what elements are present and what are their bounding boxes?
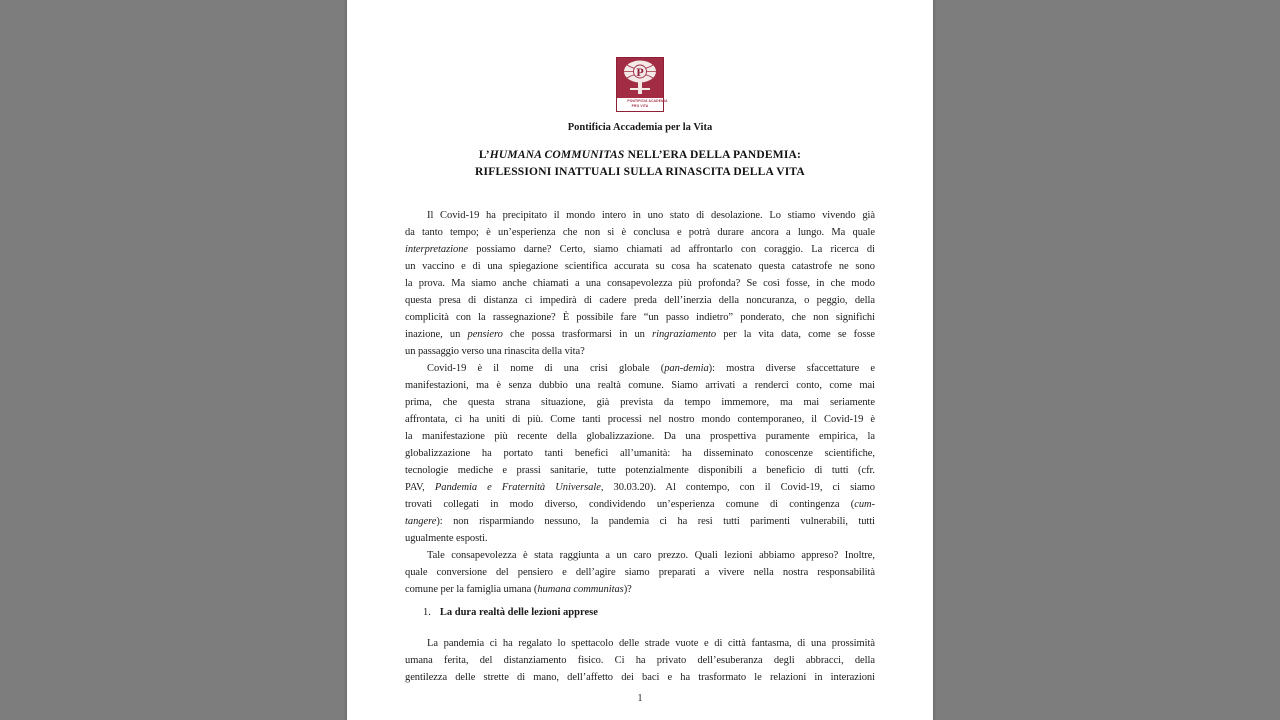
document-page — [347, 0, 933, 720]
text-line: affrontata, ci ha uniti di più. Come tanti processi nel nostro mondo contemporaneo, il Covid-19 è — [405, 414, 875, 425]
pav-tree-emblem-icon — [617, 58, 663, 98]
text-line: trovati collegati in modo diverso, condividendo un’esperienza comune di contingenza (cum- — [405, 499, 875, 510]
paragraph — [405, 360, 875, 547]
document-body — [405, 207, 875, 686]
text-line: Covid-19 è il nome di una crisi globale (pan-demia): mostra diverse sfaccettature e — [427, 363, 875, 374]
section-number: 1. — [423, 607, 431, 618]
text-line: tecnologie mediche e prassi sanitarie, tutte potenzialmente disponibili a beneficio di tutti (cfr. — [405, 465, 875, 476]
text-line: La pandemia ci ha regalato lo spettacolo delle strade vuote e di città fantasma, di una prossimità — [427, 638, 875, 649]
text-line: Tale consapevolezza è stata raggiunta a un caro prezzo. Quali lezioni abbiamo appreso? Inoltre, — [427, 550, 875, 561]
text-line: comune per la famiglia umana (humana communitas)? — [405, 584, 632, 595]
section-title: La dura realtà delle lezioni apprese — [439, 607, 598, 618]
text-line: complicità con la rassegnazione? È possibile fare “un passo indietro” ponderato, che non significhi — [405, 312, 875, 323]
document-title-line2: RIFLESSIONI INATTUALI SULLA RINASCITA DELLA VITA — [475, 166, 805, 178]
pav-logo-caption-line1: PONTIFICIA ACADEMIA — [627, 99, 668, 103]
pav-logo-caption-line2: PRO VITA — [631, 104, 649, 108]
text-line: umana ferita, del distanziamento fisico. Ci ha privato dell’esuberanza degli abbracci, della — [405, 655, 875, 666]
svg-text:P: P — [636, 65, 644, 79]
paragraph — [405, 547, 875, 598]
document-title — [405, 147, 875, 181]
section-heading — [405, 604, 875, 621]
text-line: quale conversione del pensiero e dell’agire siamo preparati a vivere nella nostra responsabilità — [405, 567, 875, 578]
text-line: ugualmente esposti. — [405, 533, 488, 544]
text-line: questa presa di distanza ci impedirà di cadere preda dell’inerzia della noncuranza, o peggio, della — [405, 295, 875, 306]
text-line: interpretazione possiamo darne? Certo, siamo chiamati ad affrontarlo con coraggio. La ricerca di — [405, 244, 875, 255]
institution-name: Pontificia Accademia per la Vita — [567, 122, 713, 133]
document-content — [347, 57, 933, 686]
text-line: gentilezza delle strette di mano, dell’affetto dei baci e ha trasformato le relazioni in interazioni — [405, 672, 875, 683]
text-line: tangere): non risparmiando nessuno, la pandemia ci ha resi tutti parimenti vulnerabili, tutti — [405, 516, 875, 527]
text-line: prima, che questa strana situazione, già prevista da tempo immemore, ma mai seriamente — [405, 397, 875, 408]
text-line: PAV, Pandemia e Fraternità Universale, 30.03.20). Al contempo, con il Covid-19, ci siamo — [405, 482, 875, 493]
pav-logo — [616, 57, 668, 112]
paragraph — [405, 207, 875, 360]
text-line: un passaggio verso una rinascita della vita? — [405, 346, 585, 357]
text-line: inazione, un pensiero che possa trasformarsi in un ringraziamento per la vita data, come se fosse — [405, 329, 875, 340]
text-line: manifestazioni, ma è senza dubbio una realtà comune. Siamo arrivati a renderci conto, come mai — [405, 380, 875, 391]
text-line: la prova. Ma siamo anche chiamati a una consapevolezza più profonda? Se così fosse, in che modo — [405, 278, 875, 289]
pav-logo-caption — [617, 98, 668, 111]
text-line: Il Covid-19 ha precipitato il mondo intero in uno stato di desolazione. Lo stiamo vivendo già — [427, 210, 875, 221]
paragraph — [405, 635, 875, 686]
text-line: la manifestazione più recente della globalizzazione. Da una prospettiva puramente empirica, la — [405, 431, 875, 442]
text-line: globalizzazione ha portato tanti benefici all’umanità: ha disseminato conoscenze scientifiche, — [405, 448, 875, 459]
page-number: 1 — [637, 693, 643, 704]
text-line: da tanto tempo; è un’esperienza che non si è conclusa e potrà durare ancora a lungo. Ma quale — [405, 227, 875, 238]
document-title-line1: L’HUMANA COMMUNITAS NELL’ERA DELLA PANDEMIA: — [478, 149, 802, 161]
text-line: un vaccino e di una spiegazione scientifica accurata su cosa ha scatenato questa catastrofe ne sono — [405, 261, 875, 272]
